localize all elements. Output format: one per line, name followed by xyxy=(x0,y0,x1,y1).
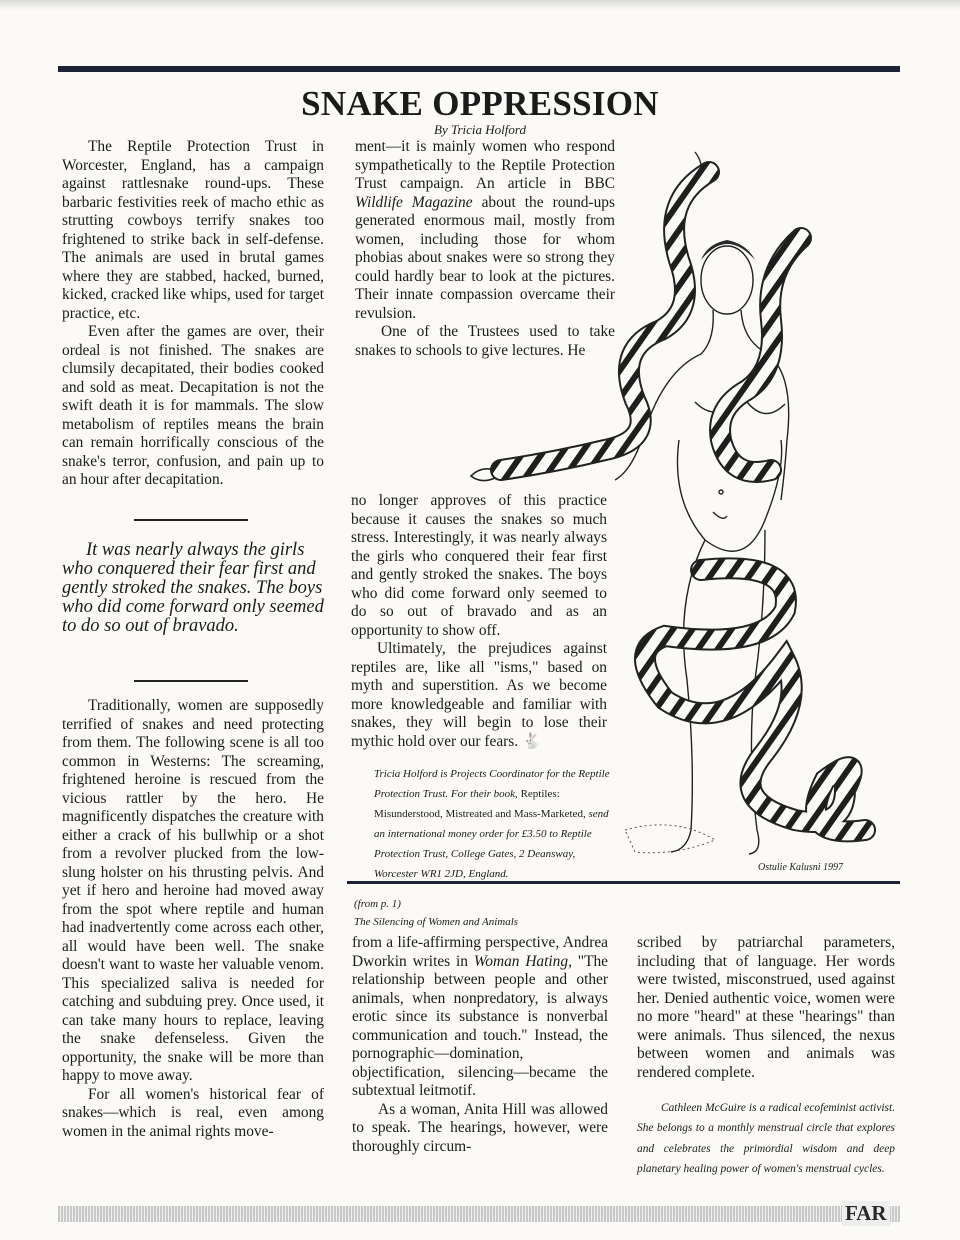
column-1-top xyxy=(62,138,324,490)
column-4 xyxy=(637,934,895,1082)
paragraph: One of the Trustees used to take snakes to schools to give lectures. He xyxy=(355,323,615,359)
column-3 xyxy=(352,934,608,1156)
paragraph xyxy=(352,934,608,1101)
column-2-bottom xyxy=(351,492,607,751)
magazine-title: Wildlife Magazine xyxy=(355,193,473,211)
book-title: Reptiles: Misunderstood, Mistreated and Mass-Marketed, xyxy=(374,788,586,820)
paragraph: Traditionally, women are supposedly terrified of snakes and need protecting from them. The following scene is all too common in Westerns: The screaming, frightened heroine is rescued from the vicious rattler by the hero. He magnificently dispatches the creature with either a crack of his bullwhip or a shot from a revolver plucked from the low-slung holster on his thrusting pelvis. And yet if hero and heroine had moved away from the spot where reptile and human had inadvertently come across each other, all would have been well. The snake doesn't want to waste her valuable venom. This specialized saliva is needed for catching and subduing prey. Once used, it can take many hours to replace, leaving the snake defenseless. Given the opportunity, the snake will be more than happy to move away. xyxy=(62,697,324,1084)
divider xyxy=(134,519,248,521)
paragraph: no longer approves of this practice because it causes the snakes so much stress. Interestingly, it was nearly always the girls who conquered their fear first and gently stroked the snakes. The boys who did come forward only seemed to do so out of bravado and as an opportunity to show off. xyxy=(351,492,607,639)
paragraph: Even after the games are over, their ordeal is not finished. The snakes are clumsily decapitated, their bodies cooked and sold as meat. Decapitation is not the swift death it is for mammals. The slow metabolism of reptiles means the brain can remain horrifically conscious of the snake's terror, confusion, and pain up to an hour after decapitation. xyxy=(62,323,324,488)
text-run: Ultimately, the prejudices against reptiles are, like all "isms," based on myth and superstition. As we become more knowledgeable and familiar with snakes, they will begin to lose their mythic hold over our fears. xyxy=(351,640,607,750)
section-rule xyxy=(347,881,900,884)
pull-quote xyxy=(62,541,324,636)
divider xyxy=(134,680,248,682)
text-run: about the round-ups generated enormous mail, mostly from women, including those for whom phobias about snakes were so strong they could hardly bear to look at the pictures. Their innate compassion overcame their revulsion. xyxy=(355,193,615,322)
artist-signature: Ostulie Kalusni 1997 xyxy=(758,862,844,873)
continued-subtitle: The Silencing of Women and Animals xyxy=(354,916,519,928)
end-mark-icon: 🐇 xyxy=(521,732,542,750)
text-run: Tricia Holford is Projects Coordinator for the Reptile Protection Trust. For their book, xyxy=(374,768,610,800)
paragraph: As a woman, Anita Hill was allowed to speak. The hearings, however, were thoroughly circum- xyxy=(352,1100,608,1155)
paragraph xyxy=(351,640,607,751)
text-run: ment—it is mainly women who respond sympathetically to the Reptile Protection Trust campaign. An article in BBC xyxy=(355,138,615,192)
paragraph: For all women's historical fear of snakes—which is real, even among women in the animal rights move- xyxy=(62,1085,324,1140)
masthead-logo: FAR xyxy=(842,1201,890,1226)
text-run: "The relationship between people and other animals, when nonpredatory, is always erotic since its substance is nonverbal communication and touch." Instead, the pornographic—domination, objectification, silencing—became the subtextual leitmotif. xyxy=(352,952,608,1099)
footer-band xyxy=(58,1206,900,1222)
text-run: send an international money order for £3.50 to Reptile Protection Trust, College Gates, 2 Deansway, Worcester WR1 2JD, England. xyxy=(374,808,609,880)
column-1-bottom xyxy=(62,697,324,1141)
article-title: SNAKE OPPRESSION xyxy=(301,84,659,123)
byline: By Tricia Holford xyxy=(434,122,526,137)
book-title: Woman Hating, xyxy=(473,952,572,970)
author-bio xyxy=(637,1098,895,1180)
scan-edge xyxy=(0,0,960,10)
top-rule xyxy=(58,66,900,72)
paragraph: The Reptile Protection Trust in Worcester, England, has a campaign against rattlesnake round-ups. These barbaric festivities reek of macho ethic as strutting cowboys terrify snakes too frightened to strike back in self-defense. The animals are used in brutal games where they are stabbed, hacked, burned, kicked, cracked like whips, used for target practice, etc. xyxy=(62,138,324,322)
text-run: from a life-affirming perspective, Andrea Dworkin writes in xyxy=(352,934,608,970)
pull-quote-text: It was nearly always the girls who conquered their fear first and gently stroked the snakes. The boys who did come forward only seemed to do so out of bravado. xyxy=(62,540,324,636)
paragraph: scribed by patriarchal parameters, including that of language. Her words were twisted, misconstrued, used against her. Denied authentic voice, women were no more "heard" at these "hearings" than were animals. Thus silenced, the nexus between women and animals was rendered complete. xyxy=(637,934,895,1081)
continued-from-label: (from p. 1) xyxy=(354,898,401,910)
bio-text: Cathleen McGuire is a radical ecofeminist activist. She belongs to a monthly menstrual circle that explores and celebrates the primordial wisdom and deep planetary healing power of women's menstrual cycles. xyxy=(637,1102,895,1176)
author-note xyxy=(374,764,612,884)
ground-shading xyxy=(625,825,715,853)
